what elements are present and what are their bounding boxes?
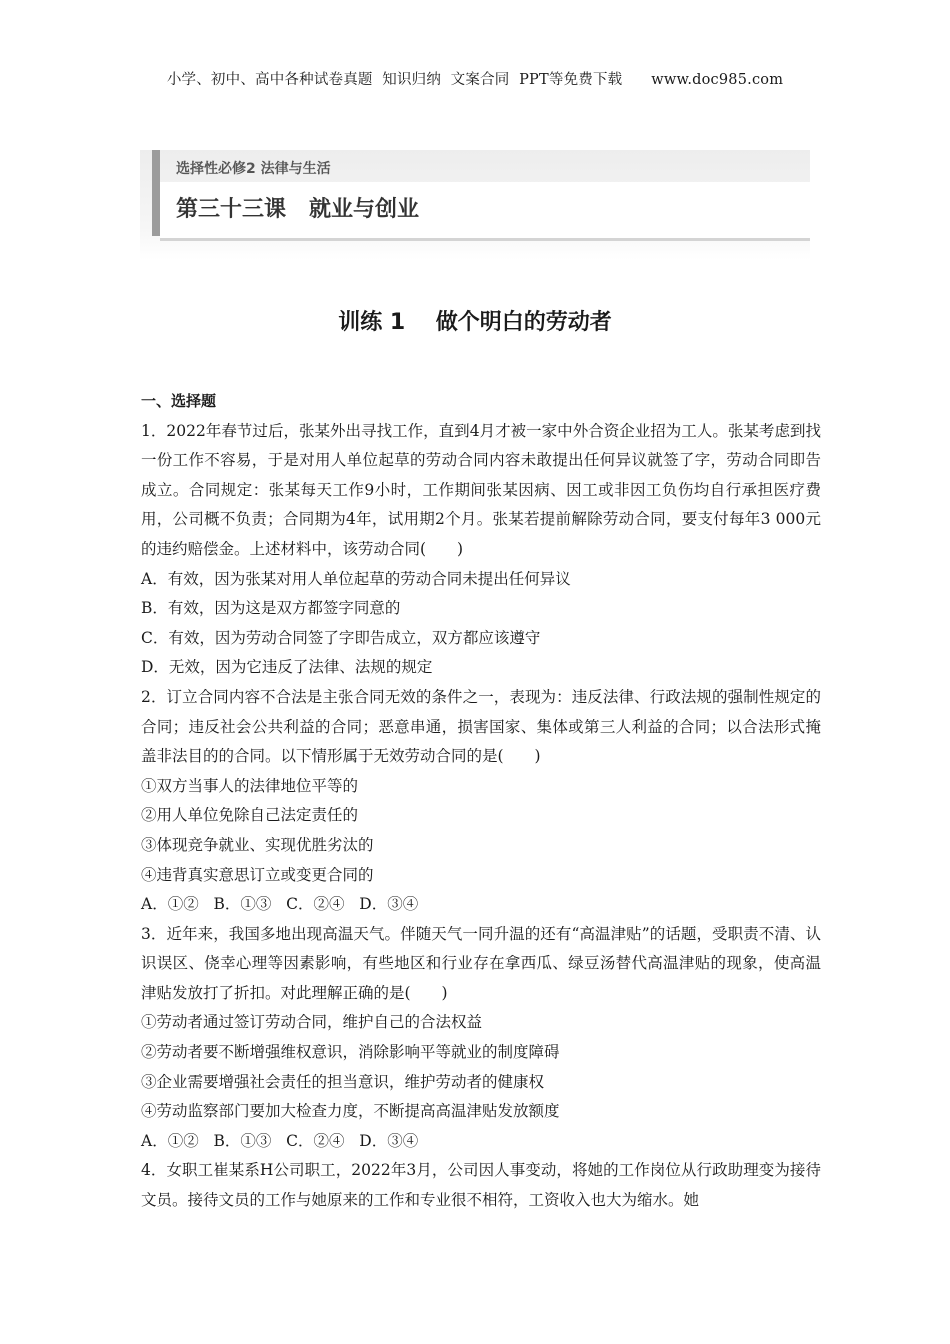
question-3-answers: A．①② B．①③ C．②④ D．③④ [141, 1131, 419, 1150]
banner-accent-bar [152, 150, 160, 236]
question-3-item-1: ①劳动者通过签订劳动合同，维护自己的合法权益 [141, 1013, 483, 1032]
question-content [141, 387, 821, 1216]
question-1-option-b: B．有效，因为这是双方都签字同意的 [141, 599, 401, 618]
site-header-line: 小学、初中、高中各种试卷真题 知识归纳 文案合同 PPT等免费下载 www.doc985.com [166, 72, 784, 88]
question-2-stem: 2．订立合同内容不合法是主张合同无效的条件之一，表现为：违反法律、行政法规的强制性规定的合同；违反社会公共利益的合同；恶意串通，损害国家、集体或第三人利益的合同；以合法形式掩盖非法目的的合同。以下情形属于无效劳动合同的是( ) [141, 687, 821, 766]
question-1-option-d: D．无效，因为它违反了法律、法规的规定 [141, 658, 433, 677]
question-3-item-2: ②劳动者要不断增强维权意识，消除影响平等就业的制度障碍 [141, 1043, 560, 1062]
question-1-option-a: A．有效，因为张某对用人单位起草的劳动合同未提出任何异议 [141, 569, 571, 588]
question-2-item-2: ②用人单位免除自己法定责任的 [141, 806, 359, 825]
question-1-stem: 1．2022年春节过后，张某外出寻找工作，直到4月才被一家中外合资企业招为工人。张某考虑到找一份工作不容易，于是对用人单位起草的劳动合同内容未敢提出任何异议就签了字，劳动合同即告成立。合同规定：张某每天工作9小时，工作期间张某因病、因工或非因工负伤均自行承担医疗费用，公司概不负责；合同期为4年，试用期2个月。张某若提前解除劳动合同，要支付每年3 000元的违约赔偿金。上述材料中，该劳动合同( ) [141, 421, 821, 558]
question-2-item-4: ④违背真实意思订立或变更合同的 [141, 865, 374, 884]
question-2-item-3: ③体现竞争就业、实现优胜劣汰的 [141, 835, 374, 854]
question-1-option-c: C．有效，因为劳动合同签了字即告成立，双方都应该遵守 [141, 628, 541, 647]
question-2-answers: A．①② B．①③ C．②④ D．③④ [141, 895, 419, 914]
question-2-item-1: ①双方当事人的法律地位平等的 [141, 776, 359, 795]
question-3-item-3: ③企业需要增强社会责任的担当意识，维护劳动者的健康权 [141, 1072, 545, 1091]
course-label: 选择性必修2 法律与生活 [176, 161, 331, 177]
lesson-banner [140, 150, 810, 260]
question-3-item-4: ④劳动监察部门要加大检查力度，不断提高高温津贴发放额度 [141, 1102, 560, 1121]
question-3-stem: 3．近年来，我国多地出现高温天气。伴随天气一同升温的还有“高温津贴”的话题，受职责不清、认识误区、侥幸心理等因素影响，有些地区和行业存在拿西瓜、绿豆汤替代高温津贴的现象，使高温津贴发放打了折扣。对此理解正确的是( ) [141, 924, 821, 1002]
question-4-stem: 4．女职工崔某系H公司职工，2022年3月，公司因人事变动，将她的工作岗位从行政助理变为接待文员。接待文员的工作与她原来的工作和专业很不相符，工资收入也大为缩水。她 [141, 1161, 821, 1210]
lesson-title: 第三十三课 就业与创业 [176, 197, 419, 222]
section-heading: 一、选择题 [141, 392, 217, 410]
practice-title: 训练 1 做个明白的劳动者 [338, 310, 612, 335]
